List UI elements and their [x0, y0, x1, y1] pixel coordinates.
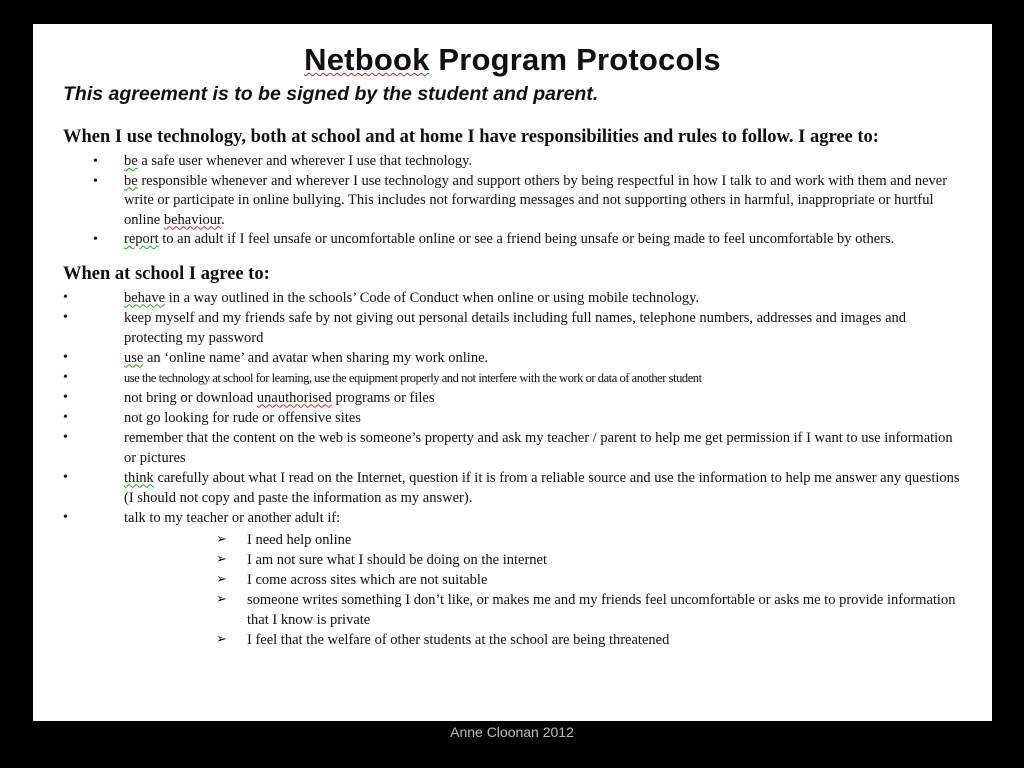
sub-list-item: [63, 570, 962, 590]
bullet-icon: •: [63, 389, 68, 405]
list-item: [63, 428, 962, 468]
item-text: in a way outlined in the schools’ Code of Conduct when online or using mobile technology.: [165, 289, 700, 306]
section-home-heading: When I use technology, both at school and at home I have responsibilities and rules to follow. I agree to:: [63, 127, 879, 147]
bullet-icon: •: [63, 469, 68, 485]
list-item: [63, 172, 962, 231]
document-page: [33, 24, 992, 721]
item-text: keep myself and my friends safe by not giving out personal details including full names, telephone numbers, addresses and images and protecting my password: [124, 309, 907, 346]
list-item: [63, 508, 962, 528]
item-text: programs or files: [331, 389, 435, 406]
slide-footer: Anne Cloonan 2012: [450, 724, 574, 740]
document-title: [63, 42, 962, 78]
list-item: [63, 348, 962, 368]
list-item: [63, 468, 962, 508]
bullet-icon: •: [93, 154, 98, 169]
item-text: talk to my teacher or another adult if:: [124, 509, 341, 526]
bullet-icon: •: [63, 409, 68, 425]
item-text: to an adult if I feel unsafe or uncomfortable online or see a friend being unsafe or being made to feel uncomfortable by others.: [158, 231, 895, 247]
flagged-word: behave: [124, 289, 166, 306]
title-word-netbook: Netbook: [304, 42, 430, 77]
title-rest: Program Protocols: [429, 42, 721, 77]
section-school-heading: When at school I agree to:: [63, 263, 270, 284]
item-text: an ‘online name’ and avatar when sharing my work online.: [143, 349, 489, 366]
sub-list-item: [63, 530, 962, 550]
item-text: a safe user whenever and wherever I use that technology.: [137, 153, 473, 169]
item-text: .: [221, 211, 225, 228]
talk-to-adult-sublist: [63, 530, 962, 650]
sub-list-item: [63, 630, 962, 650]
item-text: I need help online: [247, 531, 352, 548]
item-text: carefully about what I read on the Internet, question if it is from a reliable source and use the information to help me answer any questions (I should not copy and paste the information as my answer).: [124, 469, 960, 506]
arrow-bullet-icon: ➢: [216, 631, 227, 647]
flagged-word: report: [124, 231, 159, 247]
flagged-word: think: [124, 469, 154, 486]
item-text: responsible whenever and wherever I use technology and support others by being respectful in how I talk to and work with them and never write or participate in online bullying. This includes not forwarding messages and not supporting others in harmful, inappropriate or hurtful online: [124, 172, 948, 228]
list-item: [63, 308, 962, 348]
bullet-icon: •: [93, 173, 98, 189]
bullet-icon: •: [63, 369, 68, 385]
home-rules-list: [63, 152, 962, 250]
bullet-icon: •: [63, 309, 68, 325]
sub-list-item: [63, 550, 962, 570]
list-item: [63, 230, 962, 250]
item-text: someone writes something I don’t like, or makes me and my friends feel uncomfortable or asks me to provide information that I know is private: [247, 591, 956, 628]
flagged-word: behaviour: [163, 211, 222, 228]
sub-list-item: [63, 590, 962, 630]
item-text: I am not sure what I should be doing on the internet: [247, 551, 548, 568]
item-text: remember that the content on the web is someone’s property and ask my teacher / parent to help me get permission if I want to use information or pictures: [124, 429, 953, 466]
flagged-word: unauthorised: [256, 389, 332, 406]
arrow-bullet-icon: ➢: [216, 571, 227, 587]
flagged-word: be: [124, 172, 138, 189]
item-text: not bring or download: [124, 389, 257, 406]
flagged-word: be: [124, 153, 138, 169]
bullet-icon: •: [93, 232, 98, 247]
arrow-bullet-icon: ➢: [216, 531, 227, 547]
item-text: not go looking for rude or offensive sites: [124, 409, 361, 426]
bullet-icon: •: [63, 349, 68, 365]
arrow-bullet-icon: ➢: [216, 551, 227, 567]
list-item: [63, 152, 962, 172]
item-text: use the technology at school for learning, use the equipment properly and not interfere with the work or data of another student: [124, 370, 702, 385]
list-item: [63, 408, 962, 428]
bullet-icon: •: [63, 509, 68, 525]
document-subtitle: This agreement is to be signed by the student and parent.: [63, 83, 599, 105]
item-text: I come across sites which are not suitable: [247, 571, 488, 588]
bullet-icon: •: [63, 289, 68, 305]
item-text: I feel that the welfare of other students at the school are being threatened: [247, 631, 670, 648]
list-item: [63, 288, 962, 308]
list-item: [63, 368, 962, 388]
flagged-word: use: [124, 349, 144, 366]
list-item: [63, 388, 962, 408]
school-rules-list: [63, 288, 962, 528]
bullet-icon: •: [63, 429, 68, 445]
arrow-bullet-icon: ➢: [216, 591, 227, 607]
